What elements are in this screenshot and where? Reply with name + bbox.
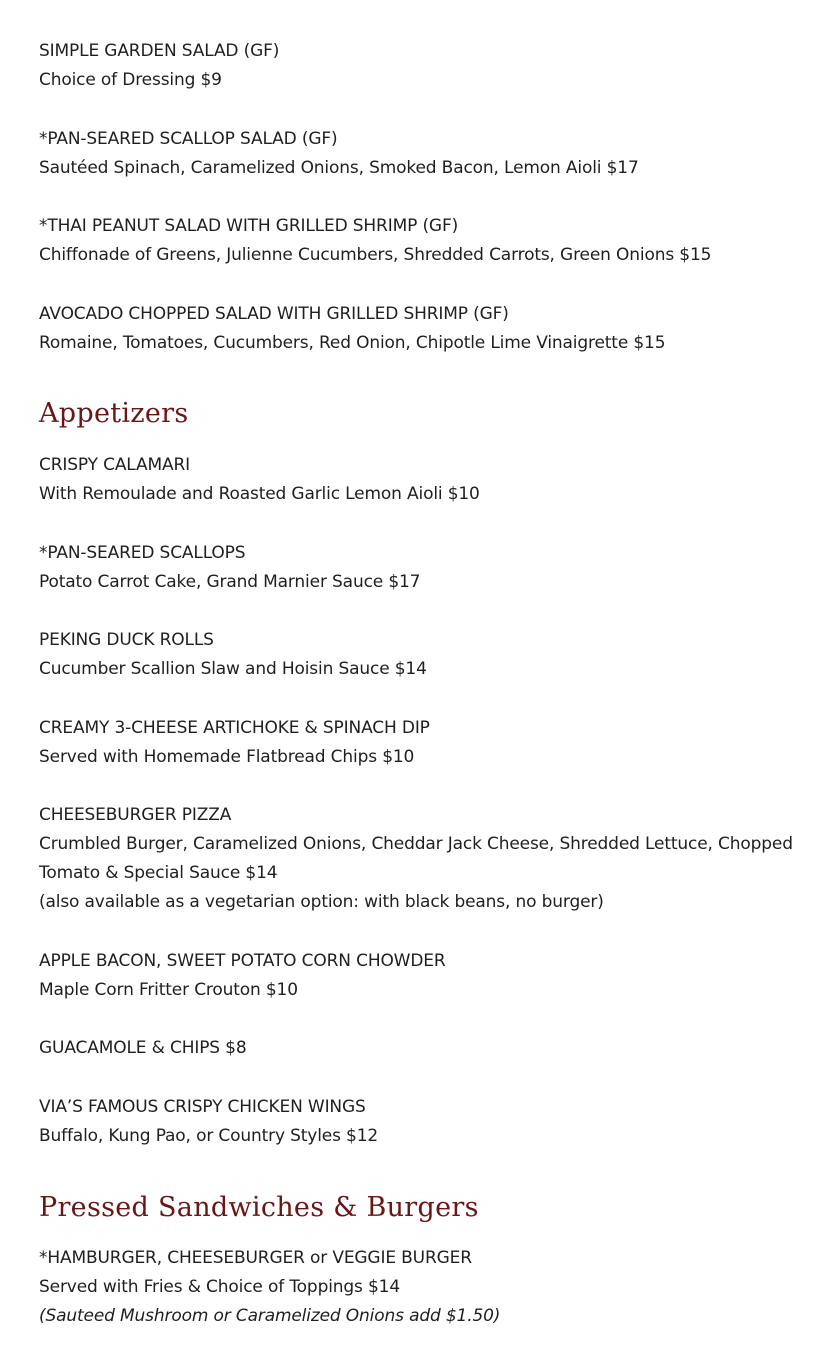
menu-item-description: Served with Homemade Flatbread Chips $10 (39, 747, 415, 767)
menu-item-name: SIMPLE GARDEN SALAD (GF) (39, 41, 280, 61)
menu-item-name: CHEESEBURGER PIZZA (39, 805, 232, 825)
menu-item-cheeseburger-pizza (39, 801, 809, 917)
menu-item-pan-seared-scallop-salad (39, 125, 639, 183)
menu-item-name: *PAN-SEARED SCALLOPS (39, 543, 246, 563)
menu-item-name: APPLE BACON, SWEET POTATO CORN CHOWDER (39, 951, 446, 971)
section-heading-appetizers: Appetizers (39, 398, 189, 429)
section-heading-sandwiches: Pressed Sandwiches & Burgers (39, 1192, 479, 1223)
menu-item-name: GUACAMOLE & CHIPS $8 (39, 1038, 247, 1058)
menu-item-description: Buffalo, Kung Pao, or Country Styles $12 (39, 1126, 379, 1146)
menu-item-corn-chowder (39, 947, 446, 1005)
menu-item-note: (Sauteed Mushroom or Caramelized Onions add $1.50) (39, 1306, 501, 1326)
menu-item-peking-duck-rolls (39, 626, 427, 684)
menu-item-note: (also available as a vegetarian option: with black beans, no burger) (39, 892, 604, 912)
menu-item-burger (39, 1244, 500, 1331)
menu-item-description: With Remoulade and Roasted Garlic Lemon Aioli $10 (39, 484, 480, 504)
menu-item-name: CRISPY CALAMARI (39, 455, 191, 475)
menu-item-thai-peanut-salad (39, 212, 711, 270)
menu-item-description: Romaine, Tomatoes, Cucumbers, Red Onion, Chipotle Lime Vinaigrette $15 (39, 333, 666, 353)
menu-item-description: Crumbled Burger, Caramelized Onions, Cheddar Jack Cheese, Shredded Lettuce, Chopped Tomato & Special Sauce $14 (39, 834, 793, 883)
menu-item-name: *THAI PEANUT SALAD WITH GRILLED SHRIMP (GF) (39, 216, 459, 236)
menu-item-chicken-wings (39, 1093, 378, 1151)
menu-item-guacamole-chips (39, 1034, 247, 1063)
menu-item-description: Cucumber Scallion Slaw and Hoisin Sauce $14 (39, 659, 427, 679)
menu-item-name: VIA’S FAMOUS CRISPY CHICKEN WINGS (39, 1097, 366, 1117)
menu-item-description: Chiffonade of Greens, Julienne Cucumbers, Shredded Carrots, Green Onions $15 (39, 245, 712, 265)
menu-item-name: CREAMY 3-CHEESE ARTICHOKE & SPINACH DIP (39, 718, 430, 738)
menu-item-description: Sautéed Spinach, Caramelized Onions, Smoked Bacon, Lemon Aioli $17 (39, 158, 639, 178)
menu-item-description: Served with Fries & Choice of Toppings $14 (39, 1277, 401, 1297)
menu-item-name: PEKING DUCK ROLLS (39, 630, 214, 650)
menu-item-name: *PAN-SEARED SCALLOP SALAD (GF) (39, 129, 338, 149)
menu-item-name: *HAMBURGER, CHEESEBURGER or VEGGIE BURGER (39, 1248, 472, 1268)
menu-item-crispy-calamari (39, 451, 480, 509)
menu-item-simple-garden-salad (39, 37, 279, 95)
menu-item-artichoke-spinach-dip (39, 714, 430, 772)
menu-item-name: AVOCADO CHOPPED SALAD WITH GRILLED SHRIMP (GF) (39, 304, 509, 324)
menu-item-description: Maple Corn Fritter Crouton $10 (39, 980, 298, 1000)
menu-item-pan-seared-scallops (39, 539, 420, 597)
menu-item-avocado-chopped-salad (39, 300, 665, 358)
menu-item-description: Potato Carrot Cake, Grand Marnier Sauce $17 (39, 572, 421, 592)
menu-item-description: Choice of Dressing $9 (39, 70, 222, 90)
